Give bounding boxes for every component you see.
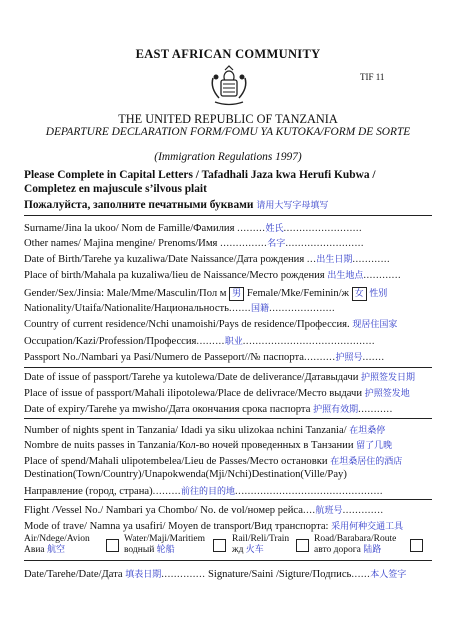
nights-note-2: 留了几晚 bbox=[356, 441, 393, 451]
air-label-ru: Авиа bbox=[24, 545, 45, 555]
water-label: Water/Maji/Maritiem bbox=[124, 534, 206, 544]
direction-row[interactable]: Направление (город, страна).........前往的目的地............................................... bbox=[24, 486, 384, 497]
dob-row[interactable]: Date of Birth/Tarehe ya kuzaliwa/Date Naissance/Дата рождения ...出生日期............ bbox=[24, 254, 391, 265]
gender-label: Gender/Sex/Jinsia: Male/Mme/Masculin/Пол м bbox=[24, 288, 227, 299]
flight-note: 航班号 bbox=[315, 506, 343, 516]
instruction-line-2: Completez en majuscule s’ilvous plait bbox=[24, 183, 207, 195]
surname-label: Surname/Jina la ukoo/ Nom de Famille/Фамилия bbox=[24, 223, 235, 234]
surname-note: 姓氏 bbox=[265, 224, 284, 234]
residence-label: Country of current residence/Nchi unamoishi/Pays de residence/Профессия. bbox=[24, 319, 350, 330]
occupation-label: Occupation/Kazi/Profession/Профессия bbox=[24, 336, 197, 347]
rail-label: Rail/Reli/Train bbox=[232, 534, 290, 544]
signature-label: Signature/Saini /Sigture/Подпись bbox=[208, 569, 352, 580]
direction-note: 前往的目的地 bbox=[181, 487, 236, 497]
pob-note: 出生地点 bbox=[327, 271, 364, 281]
residence-row[interactable] bbox=[24, 317, 397, 330]
occupation-row[interactable]: Occupation/Kazi/Profession/Профессия.........职业.......................................... bbox=[24, 336, 376, 347]
gender-row[interactable] bbox=[24, 286, 387, 301]
republic-title: THE UNITED REPUBLIC OF TANZANIA bbox=[118, 112, 338, 126]
passport-row[interactable]: Passport No./Nambari ya Pasi/Numero de Passeport//№ паспорта..........护照号....... bbox=[24, 352, 385, 363]
pob-row[interactable]: Place of birth/Mahala pa kuzaliwa/lieu de Naissance/Место рождения 出生地点............ bbox=[24, 270, 402, 281]
divider bbox=[24, 560, 432, 561]
divider bbox=[24, 367, 432, 368]
air-checkbox[interactable] bbox=[106, 539, 119, 552]
other-names-note: 名字 bbox=[267, 239, 286, 249]
expiry-row[interactable]: Date of expiry/Tarehe ya mwisho/Дата окончания срока паспорта 护照有效期........... bbox=[24, 404, 393, 415]
surname-row[interactable]: Surname/Jina la ukoo/ Nom de Famille/Фамилия .........姓氏......................... bbox=[24, 223, 363, 234]
issue-date-note: 护照签发日期 bbox=[361, 373, 416, 383]
divider bbox=[24, 499, 432, 500]
water-checkbox[interactable] bbox=[213, 539, 226, 552]
issue-date-label: Date of issue of passport/Tarehe ya kutolewa/Date de deliverance/Датавыдачи bbox=[24, 372, 359, 383]
date-signature-row[interactable]: Date/Tarehe/Date/Дата 填表日期.............. Signature/Saini /Sigture/Подпись......本人签字 bbox=[24, 569, 407, 580]
issue-place-row[interactable] bbox=[24, 386, 410, 399]
instruction-russian: Пожалуйста, заполните печатными буквами bbox=[24, 199, 254, 211]
nationality-note: 国籍 bbox=[251, 304, 270, 314]
female-label: Female/Mke/Feminin/ж bbox=[246, 288, 349, 299]
destination-label: Destination(Town/Country)/Unapokwenda(Mji/Nchi)Destination(Ville/Pay) bbox=[24, 469, 347, 480]
form-title: DEPARTURE DECLARATION FORM/FOMU YA KUTOKA/FORM DE SORTE bbox=[45, 126, 411, 138]
gender-note: 性别 bbox=[369, 289, 388, 299]
regulations: (Immigration Regulations 1997) bbox=[154, 151, 302, 163]
residence-note: 现居住国家 bbox=[352, 320, 398, 330]
mode-note: 采用何种交通工具 bbox=[331, 522, 404, 532]
road-label: Road/Barabara/Route bbox=[314, 534, 397, 544]
instruction-line-1: Please Complete in Capital Letters / Tafadhali Jaza kwa Herufi Kubwa / bbox=[24, 169, 376, 181]
other-names-label: Other names/ Majina mengine/ Prenoms/Имя bbox=[24, 238, 218, 249]
nationality-label: Nationality/Utaifa/Nationalite/Национальность bbox=[24, 303, 229, 314]
pob-label: Place of birth/Mahala pa kuzaliwa/lieu de Naissance/Место рождения bbox=[24, 270, 325, 281]
transport-road bbox=[314, 534, 396, 556]
destination-row bbox=[24, 469, 347, 480]
flight-row[interactable]: Flight /Vessel No./ Nambari ya Chombo/ No. de vol/номер рейса....航班号............. bbox=[24, 505, 384, 516]
spend-row[interactable] bbox=[24, 454, 402, 467]
expiry-label: Date of expiry/Tarehe ya mwisho/Дата окончания срока паспорта bbox=[24, 404, 311, 415]
rail-label-ru: жд bbox=[232, 545, 244, 555]
spend-note: 在坦桑居住的酒店 bbox=[330, 457, 403, 467]
passport-note: 护照号 bbox=[335, 353, 363, 363]
other-names-row[interactable]: Other names/ Majina mengine/ Prenoms/Имя ...............名字......................... bbox=[24, 238, 365, 249]
water-note: 轮船 bbox=[156, 545, 175, 555]
rail-note: 火车 bbox=[245, 545, 264, 555]
instruction-line-3 bbox=[24, 198, 328, 211]
mode-label: Mode of trave/ Namna ya usafiri/ Moyen de transport/Вид транспорта: bbox=[24, 521, 329, 532]
water-label-ru: водный bbox=[124, 545, 155, 555]
female-checkbox[interactable]: 女 bbox=[352, 287, 367, 301]
expiry-note: 护照有效期 bbox=[313, 405, 359, 415]
divider bbox=[24, 418, 432, 419]
mode-row bbox=[24, 519, 403, 532]
date-note: 填表日期 bbox=[125, 570, 162, 580]
community-title: EAST AFRICAN COMMUNITY bbox=[135, 47, 321, 61]
transport-air bbox=[24, 534, 90, 556]
rail-checkbox[interactable] bbox=[296, 539, 309, 552]
transport-rail bbox=[232, 534, 289, 556]
transport-water bbox=[124, 534, 205, 556]
signature-note: 本人签字 bbox=[370, 570, 407, 580]
issue-place-note: 护照签发地 bbox=[364, 389, 410, 399]
nights-label: Number of nights spent in Tanzania/ Idadi ya siku ulizokaa nchini Tanzania/ bbox=[24, 425, 347, 436]
direction-label: Направление (город, страна) bbox=[24, 486, 153, 497]
date-label: Date/Tarehe/Date/Дата bbox=[24, 569, 123, 580]
nights-row-2 bbox=[24, 438, 392, 451]
nights-note: 在坦桑停 bbox=[349, 426, 386, 436]
flight-label: Flight /Vessel No./ Nambari ya Chombo/ No. de vol/номер рейса bbox=[24, 505, 303, 516]
divider bbox=[24, 215, 432, 216]
issue-place-label: Place of issue of passport/Mahali ilipotolewa/Place de delivrace/Место выдачи bbox=[24, 388, 363, 399]
air-label: Air/Ndege/Avion bbox=[24, 534, 90, 544]
nights-label-2: Nombre de nuits passes in Tanzania/Кол-во ночей проведенных в Танзании bbox=[24, 440, 354, 451]
road-label-ru: авто дорога bbox=[314, 545, 361, 555]
spend-label: Place of spend/Mahali ulipotembelea/Lieu de Passes/Место остановки bbox=[24, 456, 328, 467]
nights-row[interactable] bbox=[24, 423, 385, 436]
form-code: TIF 11 bbox=[360, 72, 385, 82]
road-checkbox[interactable] bbox=[410, 539, 423, 552]
passport-label: Passport No./Nambari ya Pasi/Numero de Passeport//№ паспорта bbox=[24, 352, 304, 363]
dob-label: Date of Birth/Tarehe ya kuzaliwa/Date Naissance/Дата рождения bbox=[24, 254, 305, 265]
dob-note: 出生日期 bbox=[316, 255, 353, 265]
issue-date-row[interactable] bbox=[24, 370, 415, 383]
occupation-note: 职业 bbox=[224, 337, 243, 347]
instruction-note: 请用大写字母填写 bbox=[256, 201, 329, 211]
road-note: 陆路 bbox=[363, 545, 382, 555]
air-note: 航空 bbox=[47, 545, 66, 555]
coat-of-arms-emblem bbox=[207, 64, 251, 108]
nationality-row[interactable]: Nationality/Utaifa/Nationalite/Национальность.......国籍..................... bbox=[24, 303, 336, 314]
male-checkbox[interactable]: 男 bbox=[229, 287, 244, 301]
